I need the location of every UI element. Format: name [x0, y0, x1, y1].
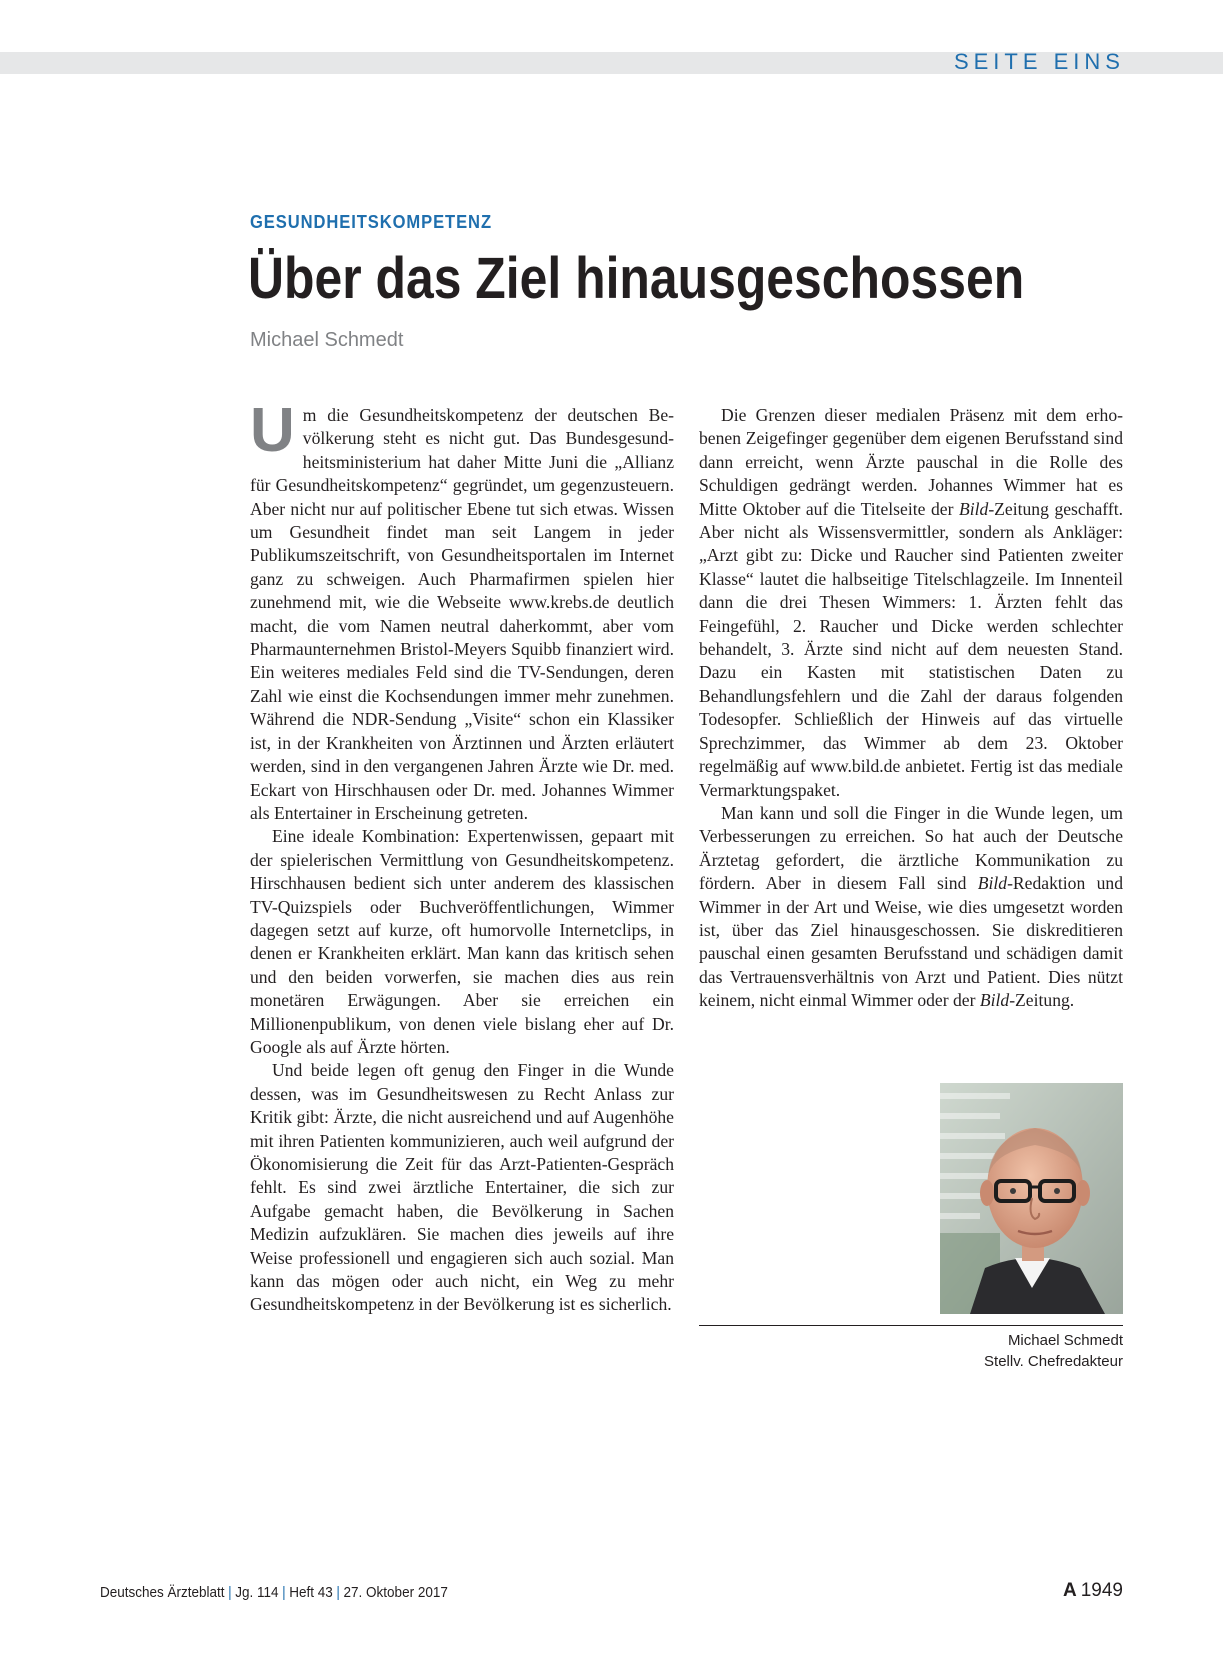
paragraph: Um die Gesundheitskompetenz der deutschen Bevölkerung steht es nicht gut. Das Bundesgesundheitsministerium hat daher Mitte Juni die „Allianz für Gesundheitskompetenz“ gegründet, um gegenzusteuern. Aber nicht nur auf politischer Ebene tut sich etwas. Wissen um Gesundheit findet man seit Langem in jeder Publikumszeitschrift, von Gesundheitsportalen im Internet ganz zu schweigen. Auch Pharmafirmen spielen hier zunehmend mit, wie die Webseite www.krebs.de deutlich macht, die vom Namen neutral daherkommt, aber vom Pharmaunternehmen Bristol-Meyers Squibb finanziert wird. Ein weiteres mediales Feld sind die TV-Sendungen, deren Zahl wie einst die Kochsendungen immer mehr zunehmen. Während die NDR-Sendung „Visite“ schon ein Klassiker ist, in der Krankheiten von Ärztinnen und Ärzten erläutert werden, sind in den vergangenen Jahren Ärzte wie Dr. med. Eckart von Hirschhausen oder Dr. med. Johannes Wimmer als Entertainer in Erscheinung getreten. [250, 396, 674, 823]
article-kicker: GESUNDHEITSKOMPETENZ [250, 212, 492, 232]
caption-name: Michael Schmedt [1007, 1332, 1123, 1349]
column-right [699, 404, 1123, 1013]
paragraph: Man kann und soll die Finger in die Wunde legen, um Verbesserungen zu erreichen. So hat auch der Deutsche Ärztetag gefordert, die ärztliche Kommunikation zu fördern. Aber in diesem Fall sind Bild-Redaktion und Wimmer in der Art und Weise, wie dies umgesetzt worden ist, über das Ziel hinausgeschossen. Sie diskreditieren pauschal einen gesamten Berufsstand und schädigen damit das Vertrauensverhältnis von Arzt und Patient. Dies nützt keinem, nicht einmal Wimmer oder der Bild-Zeitung. [699, 802, 1124, 1011]
paragraph: Die Grenzen dieser medialen Präsenz mit dem erhobenen Zeigefinger gegenüber dem eigenen Berufsstand sind dann erreicht, wenn Ärzte pauschal in die Rolle des Schuldigen gedrängt werden. Johannes Wimmer hat es Mitte Oktober auf die Titelseite der Bild-Zeitung geschafft. Aber nicht als Wissensvermittler, sondern als Ankläger: „Arzt gibt zu: Dicke und Raucher sind Patienten zweiter Klasse“ lautet die halbseitige Titelschlagzeile. Im Innenteil dann die drei Thesen Wimmers: 1. Ärzten fehlt das Feingefühl, 2. Raucher und Dicke werden schlechter behandelt, 3. Ärzte sind nicht auf dem neuesten Stand. Dazu ein Kasten mit statistischen Daten zu Behandlungsfehlern und die Zahl der daraus folgenden Todesopfer. Schließlich der Hinweis auf das virtuelle Sprechzimmer, das Wimmer ab dem 23. Oktober regelmäßig auf www.bild.de anbietet. Fertig ist das mediale Vermarktungspaket. [699, 405, 1123, 800]
separator: | [336, 1584, 340, 1601]
paragraph: Eine ideale Kombination: Expertenwissen, gepaart mit der spielerischen Vermittlung von Gesundheitskompetenz. Hirschhausen bedient sich unter anderem des klassischen TV-Quizspiels oder Buchveröffentlichungen, Wimmer dagegen setzt auf kurze, oft humorvolle Internetclips, in denen er Krankheiten erklärt. Man kann das kritisch sehen und den beiden vorwerfen, sie machen dies aus rein monetären Erwägungen. Aber sie erreichen ein Millionenpublikum, von denen viele bislang eher auf Dr. Google als auf Ärzte hörten. [250, 826, 674, 1057]
article-author: Michael Schmedt [250, 329, 404, 351]
separator: | [282, 1584, 286, 1601]
issue-date: 27. Oktober 2017 [343, 1584, 448, 1601]
volume: Jg. 114 [235, 1584, 279, 1601]
paragraph: Und beide legen oft genug den Finger in die Wunde dessen, was im Gesundheitswesen zu Recht Anlass zur Kritik gibt: Ärzte, die nicht ausreichend und auf Augenhöhe mit ihren Patienten kommunizieren, auch weil aufgrund der Ökonomisierung die Zeit für das Arzt-Patienten-Gespräch fehlt. Es sind zwei ärztliche Entertainer, die sich zur Aufgabe gemacht haben, die Bevölkerung in Sachen Medizin aufzuklären. Sie machen dies jeweils auf ihre Weise professionell und engagieren sich auch sozial. Man kann das mögen oder auch nicht, ein Weg zu mehr Gesundheitskompetenz in der Bevölkerung ist es sicherlich. [250, 1060, 674, 1315]
journal-name: Deutsches Ärzteblatt [100, 1584, 225, 1601]
page-number: A 1949 [1062, 1580, 1123, 1601]
drop-cap: U [250, 396, 295, 465]
issue: Heft 43 [289, 1584, 333, 1601]
caption-role: Stellv. Chefredakteur [984, 1353, 1123, 1370]
column-left [250, 396, 674, 1317]
author-portrait [940, 1083, 1123, 1314]
footer-citation [100, 1584, 448, 1601]
caption-rule [699, 1325, 1123, 1326]
separator: | [228, 1584, 232, 1601]
section-label: SEITE EINS [953, 49, 1125, 74]
photo-caption [984, 1330, 1123, 1372]
article-title: Über das Ziel hinausgeschossen [248, 246, 1025, 311]
